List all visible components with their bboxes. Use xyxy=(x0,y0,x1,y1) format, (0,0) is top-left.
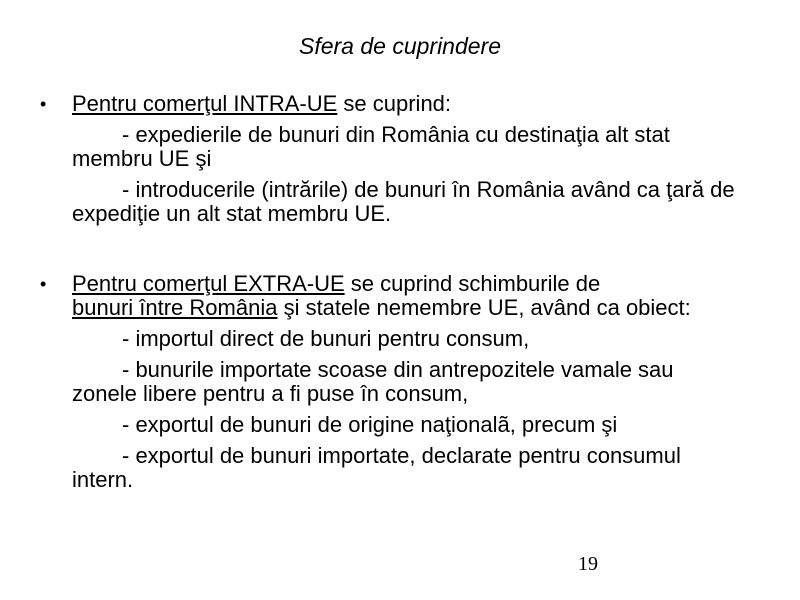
sub-item: - expedierile de bunuri din România cu destinaţia alt stat membru UE şi xyxy=(72,122,670,171)
slide-title: Sfera de cuprindere xyxy=(298,33,501,59)
bullet-lead-underlined: Pentru comerţul EXTRA-UE xyxy=(72,271,345,296)
bullet-extra-ue xyxy=(40,272,740,492)
bullet-lead xyxy=(72,272,740,320)
bullet-lead xyxy=(72,92,740,116)
page-number: 19 xyxy=(578,553,598,575)
sub-item: - exportul de bunuri de origine naţionalã, precum şi xyxy=(122,412,618,437)
bullet-lead-underlined: Pentru comerţul INTRA-UE xyxy=(72,91,338,116)
bullet-lead-rest: se cuprind schimburile de xyxy=(344,271,601,296)
bullet-lead-rest: se cuprind: xyxy=(337,91,452,116)
sub-item: - bunurile importate scoase din antrepozitele vamale sau zonele libere pentru a fi puse în consum, xyxy=(72,357,674,406)
sub-item: - importul direct de bunuri pentru consum, xyxy=(122,326,530,351)
bullet-body xyxy=(72,272,740,492)
bullet-lead-rest-2: şi statele nemembre UE, având ca obiect: xyxy=(277,295,691,320)
bullet-lead-underlined-2: bunuri între România xyxy=(72,295,278,320)
bullet-body xyxy=(72,92,740,226)
sub-item: - introducerile (intrările) de bunuri în România având ca ţară de expediţie un alt stat membru UE. xyxy=(72,177,735,226)
bullet-icon: • xyxy=(40,94,47,114)
bullet-intra-ue xyxy=(40,92,740,226)
bullet-icon: • xyxy=(40,274,47,294)
sub-item: - exportul de bunuri importate, declarate pentru consumul intern. xyxy=(72,443,681,492)
